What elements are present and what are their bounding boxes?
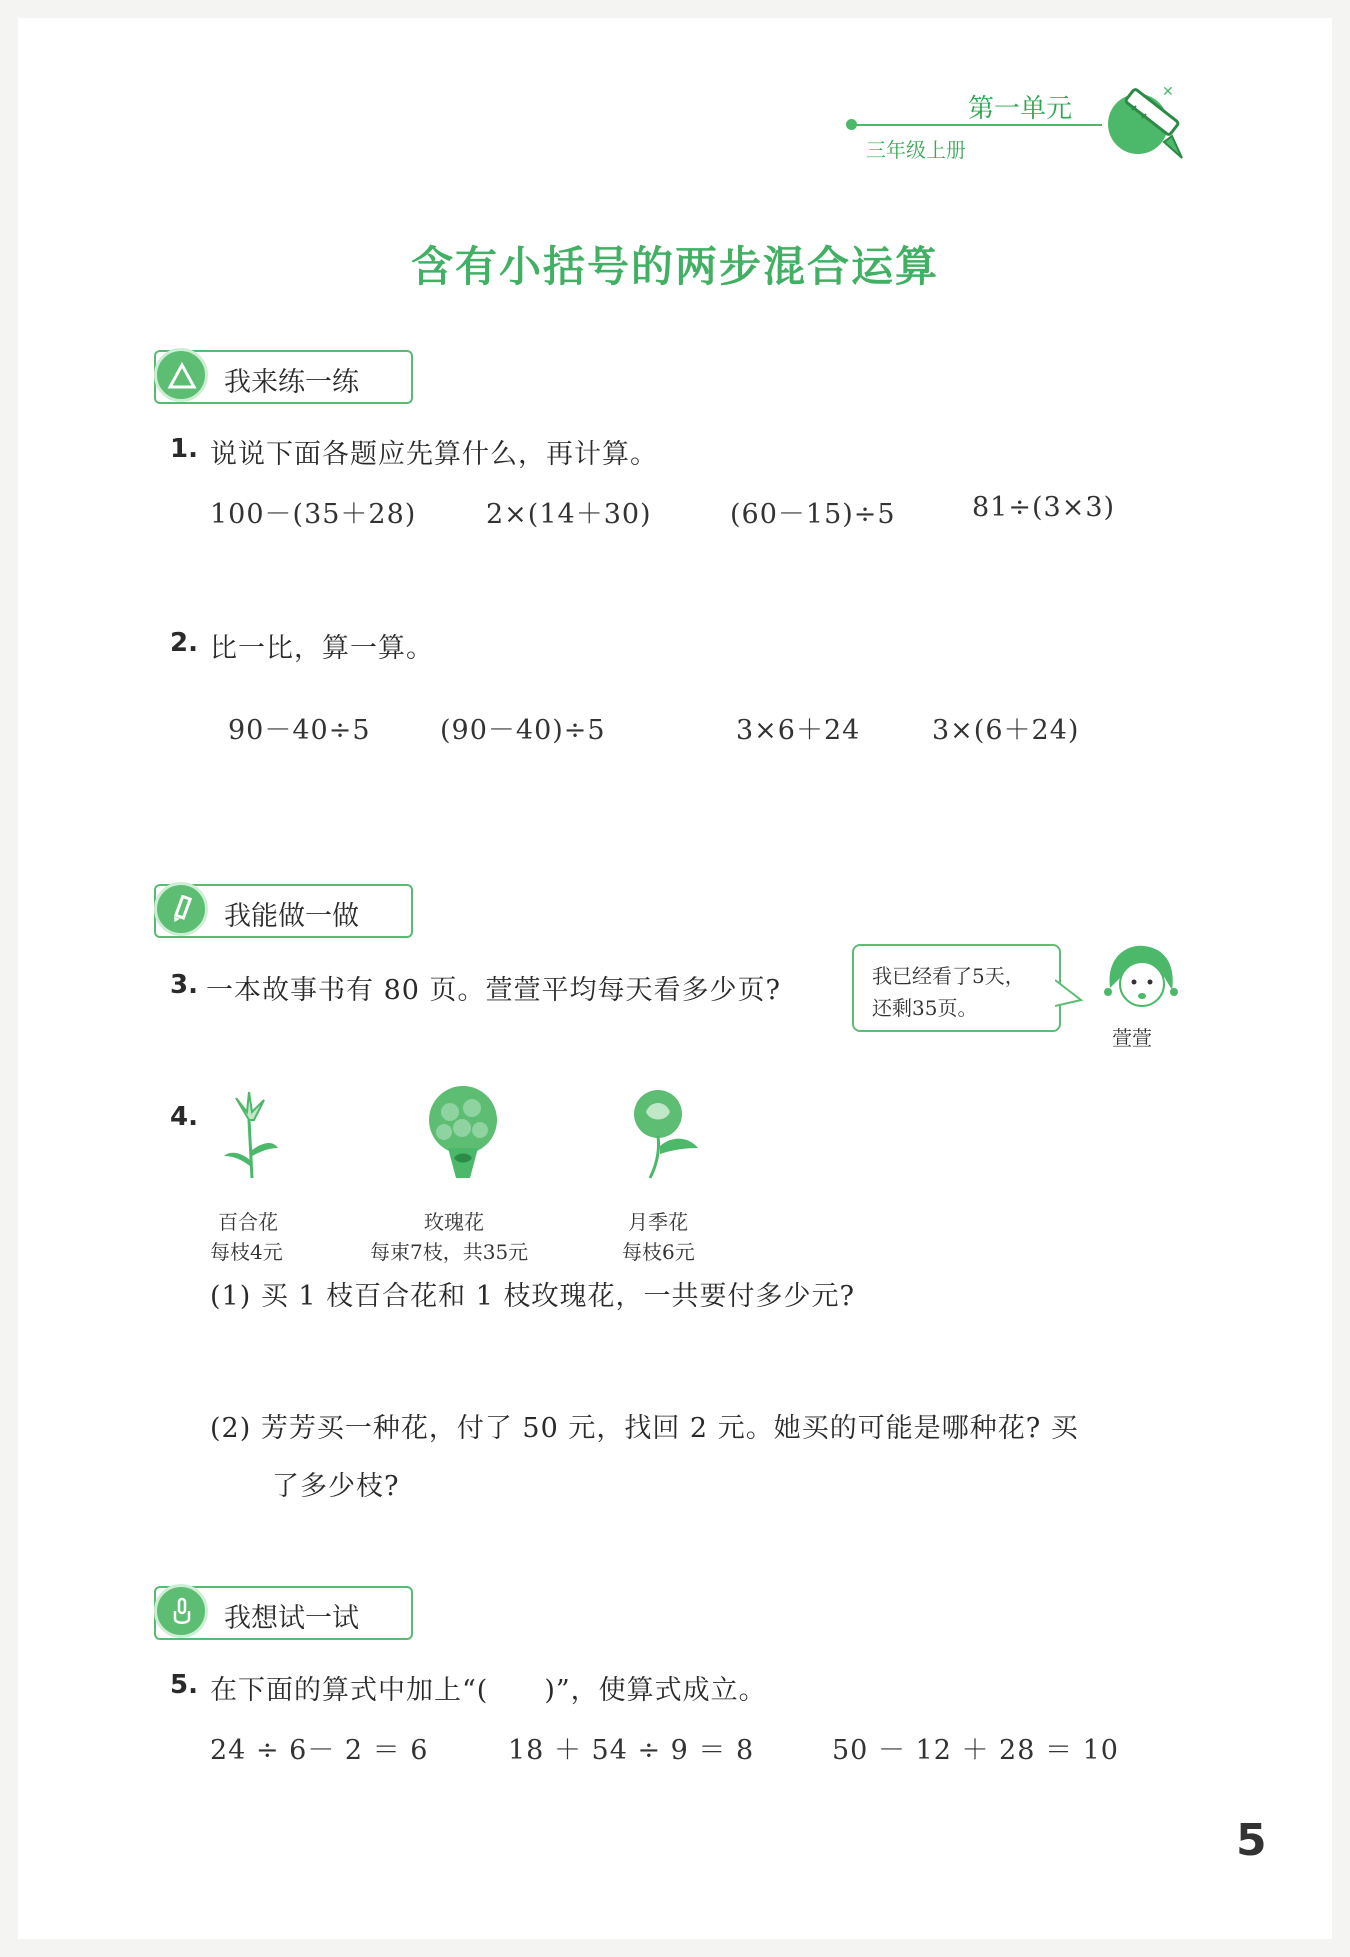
- flower-price: 每束7枝，共35元: [370, 1240, 529, 1264]
- question-number: 1.: [170, 434, 198, 464]
- question-number: 3.: [170, 970, 198, 1000]
- pencil-icon: [154, 882, 208, 936]
- section-banner-practice: [154, 350, 413, 404]
- equation: 50 － 12 ＋ 28 ＝ 10: [832, 1735, 1119, 1766]
- equation: 24 ÷ 6－ 2 ＝ 6: [210, 1735, 429, 1766]
- character-name: 萱萱: [1112, 1026, 1152, 1050]
- section-label: 我能做一做: [224, 901, 359, 932]
- header-divider: [852, 124, 1102, 126]
- chinese-rose-icon: [618, 1082, 708, 1186]
- expression: 3×(6＋24): [932, 715, 1080, 746]
- svg-text:✕: ✕: [1162, 84, 1174, 100]
- page-number: 5: [1236, 1815, 1267, 1866]
- flower-price: 每枝6元: [622, 1240, 695, 1264]
- question-text: 说说下面各题应先算什么，再计算。: [210, 439, 658, 470]
- question-number: 5.: [170, 1670, 198, 1700]
- expression: 3×6＋24: [736, 715, 861, 746]
- lily-flower-icon: [214, 1090, 284, 1184]
- section-label: 我来练一练: [224, 367, 359, 398]
- expression: 2×(14＋30): [486, 499, 652, 530]
- bubble-line: 我已经看了5天，: [872, 964, 1025, 988]
- expression: 90－40÷5: [228, 715, 371, 746]
- unit-title: 第一单元: [968, 94, 1073, 124]
- girl-avatar: [1100, 940, 1180, 1024]
- question-number: 4.: [170, 1102, 198, 1132]
- section-banner-try: [154, 1586, 413, 1640]
- speech-bubble: [852, 944, 1061, 1032]
- expression: (90－40)÷5: [440, 715, 606, 746]
- expression: 81÷(3×3): [972, 492, 1116, 523]
- ruler-triangle-icon: [154, 348, 208, 402]
- section-label: 我想试一试: [224, 1603, 359, 1634]
- bubble-line: 还剩35页。: [872, 996, 978, 1020]
- flower-price: 每枝4元: [210, 1240, 283, 1264]
- question-text: 比一比，算一算。: [210, 633, 434, 664]
- rose-bouquet-icon: [418, 1082, 508, 1186]
- sub-question-continued: 了多少枝?: [272, 1471, 400, 1502]
- grade-label: 三年级上册: [866, 138, 966, 162]
- question-number: 2.: [170, 628, 198, 658]
- question-text: 在下面的算式中加上“( )”，使算式成立。: [210, 1675, 767, 1706]
- flower-name: 玫瑰花: [424, 1210, 484, 1234]
- pencil-ruler-logo-icon: [1102, 78, 1190, 168]
- question-text: 一本故事书有 80 页。萱萱平均每天看多少页?: [206, 975, 781, 1006]
- expression: (60－15)÷5: [730, 499, 896, 530]
- flower-name: 月季花: [628, 1210, 688, 1234]
- expression: 100－(35＋28): [210, 499, 417, 530]
- lesson-title: 含有小括号的两步混合运算: [410, 242, 939, 291]
- sub-question: (1) 买 1 枝百合花和 1 枝玫瑰花，一共要付多少元?: [210, 1281, 855, 1312]
- sub-question: (2) 芳芳买一种花，付了 50 元，找回 2 元。她买的可能是哪种花? 买: [210, 1413, 1079, 1444]
- equation: 18 ＋ 54 ÷ 9 ＝ 8: [508, 1735, 755, 1766]
- section-banner-do: [154, 884, 413, 938]
- hand-pointer-icon: [154, 1584, 208, 1638]
- flower-name: 百合花: [218, 1210, 278, 1234]
- bubble-tail-icon: [1055, 978, 1083, 1012]
